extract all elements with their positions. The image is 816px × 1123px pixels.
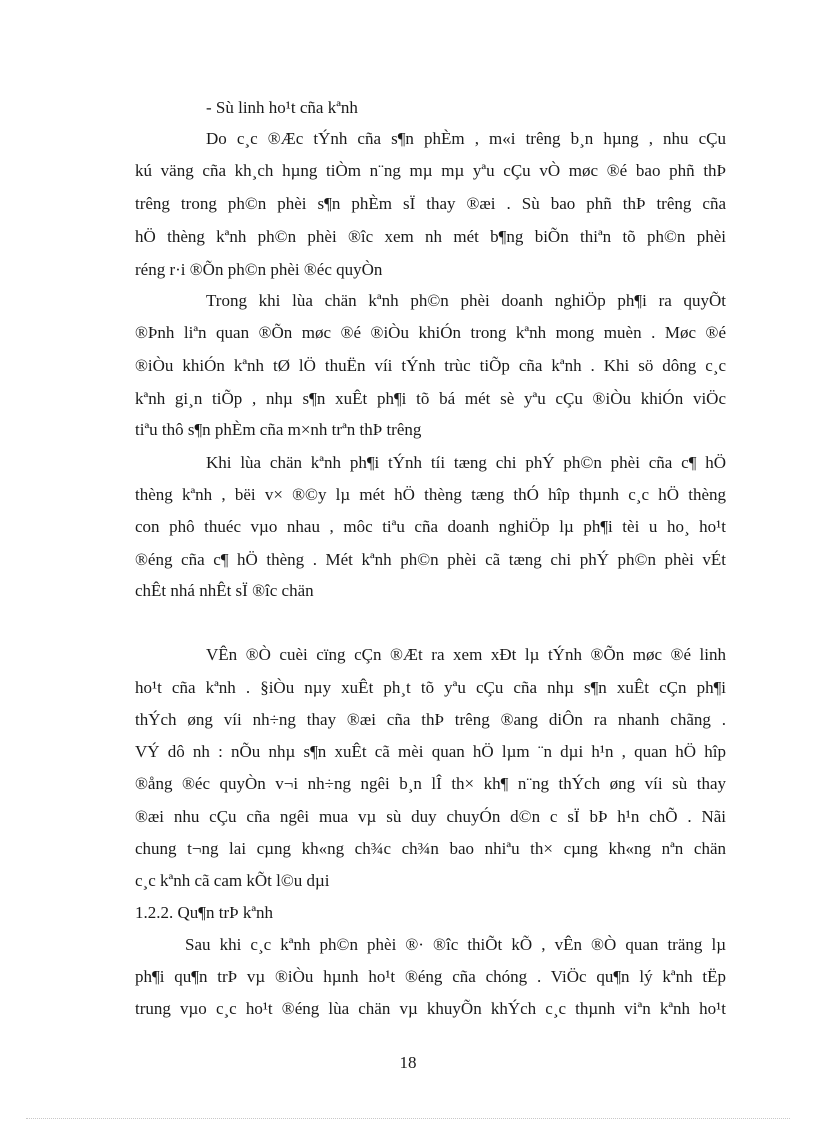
paragraph-line: hÖ thèng kªnh ph©n phèi ®îc xem nh mét b¶ng biÕn thiªn tõ ph©n phèi xyxy=(135,227,726,246)
paragraph-line: thèng kªnh , bëi v× ®©y lµ mét hÖ thèng tæng thÓ hîp thµnh c¸c hÖ thèng xyxy=(135,485,726,504)
paragraph-line: trêng trong ph©n phèi s¶n phÈm sÏ thay ®æi . Sù bao phñ thÞ trêng cña xyxy=(135,194,726,213)
paragraph-line: c¸c kªnh cã cam kÕt l©u dµi xyxy=(135,871,330,890)
paragraph-line: ®Þnh liªn quan ®Õn møc ®é ®iÒu khiÓn trong kªnh mong muèn . Møc ®é xyxy=(135,323,726,342)
paragraph-line: ®æi nhu cÇu cña ngêi mua vµ sù duy chuyÓn d©n c sÏ bÞ h¹n chÕ . Nãi xyxy=(135,807,726,826)
paragraph-line: chung t¬ng lai cµng kh«ng ch¾c ch¾n bao nhiªu th× cµng kh«ng nªn chän xyxy=(135,839,726,858)
paragraph-line: VÝ dô nh : nÕu nhµ s¶n xuÊt cã mèi quan hÖ lµm ¨n dµi h¹n , quan hÖ hîp xyxy=(135,742,726,761)
paragraph-line: ®éng cña c¶ hÖ thèng . Mét kªnh ph©n phèi cã tæng chi phÝ ph©n phèi vÉt xyxy=(135,550,726,569)
paragraph-line: ph¶i qu¶n trÞ vµ ®iÒu hµnh ho¹t ®éng cña chóng . ViÖc qu¶n lý kªnh tËp xyxy=(135,967,726,986)
paragraph-line: kªnh gi¸n tiÕp , nhµ s¶n xuÊt ph¶i tõ bá mét sè yªu cÇu ®iÒu khiÓn viÖc xyxy=(135,389,726,408)
paragraph-line: Khi lùa chän kªnh ph¶i tÝnh tíi tæng chi phÝ ph©n phèi cña c¶ hÖ xyxy=(206,453,726,472)
paragraph-line: ®iÒu khiÓn kªnh tØ lÖ thuËn víi tÝnh trùc tiÕp cña kªnh . Khi sö dông c¸c xyxy=(135,356,726,375)
paragraph-line: trung vµo c¸c ho¹t ®éng lùa chän vµ khuyÕn khÝch c¸c thµnh viªn kªnh ho¹t xyxy=(135,999,726,1018)
paragraph-line: tiªu thô s¶n phÈm cña m×nh trªn thÞ trêng xyxy=(135,420,422,439)
bullet-line: - Sù linh ho¹t cña kªnh xyxy=(206,98,358,117)
paragraph-line: Sau khi c¸c kªnh ph©n phèi ®· ®îc thiÕt kÕ , vÊn ®Ò quan träng lµ xyxy=(185,935,726,954)
paragraph-line: kú väng cña kh¸ch hµng tiÒm n¨ng mµ mµ yªu cÇu vÒ møc ®é bao phñ thÞ xyxy=(135,161,726,180)
paragraph-line: Do c¸c ®Æc tÝnh cña s¶n phÈm , m«i trêng b¸n hµng , nhu cÇu xyxy=(206,129,726,148)
page-number: 18 xyxy=(399,1053,417,1072)
section-heading: 1.2.2. Qu¶n trÞ kªnh xyxy=(135,903,274,922)
page-bottom-divider xyxy=(26,1118,790,1119)
paragraph-line: con phô thuéc vµo nhau , môc tiªu cña doanh nghiÖp lµ ph¶i tèi u ho¸ ho¹t xyxy=(135,517,726,536)
paragraph-line: chÊt nhá nhÊt sÏ ®îc chän xyxy=(135,581,314,600)
paragraph-line: ho¹t cña kªnh . §iÒu nµy xuÊt ph¸t tõ yªu cÇu cña nhµ s¶n xuÊt cÇn ph¶i xyxy=(135,678,726,697)
paragraph-line: VÊn ®Ò cuèi cïng cÇn ®Æt ra xem xÐt lµ tÝnh ®Õn møc ®é linh xyxy=(206,645,726,664)
paragraph-line: ®ång ®éc quyÒn v¬i nh÷ng ngêi b¸n lÎ th× kh¶ n¨ng thÝch øng víi sù thay xyxy=(135,774,726,793)
paragraph-line: thÝch øng víi nh÷ng thay ®æi cña thÞ trêng ®ang diÔn ra nhanh chãng . xyxy=(135,710,726,729)
paragraph-line: Trong khi lùa chän kªnh ph©n phèi doanh nghiÖp ph¶i ra quyÕt xyxy=(206,291,726,310)
paragraph-line: réng r·i ®Õn ph©n phèi ®éc quyÒn xyxy=(135,260,383,279)
